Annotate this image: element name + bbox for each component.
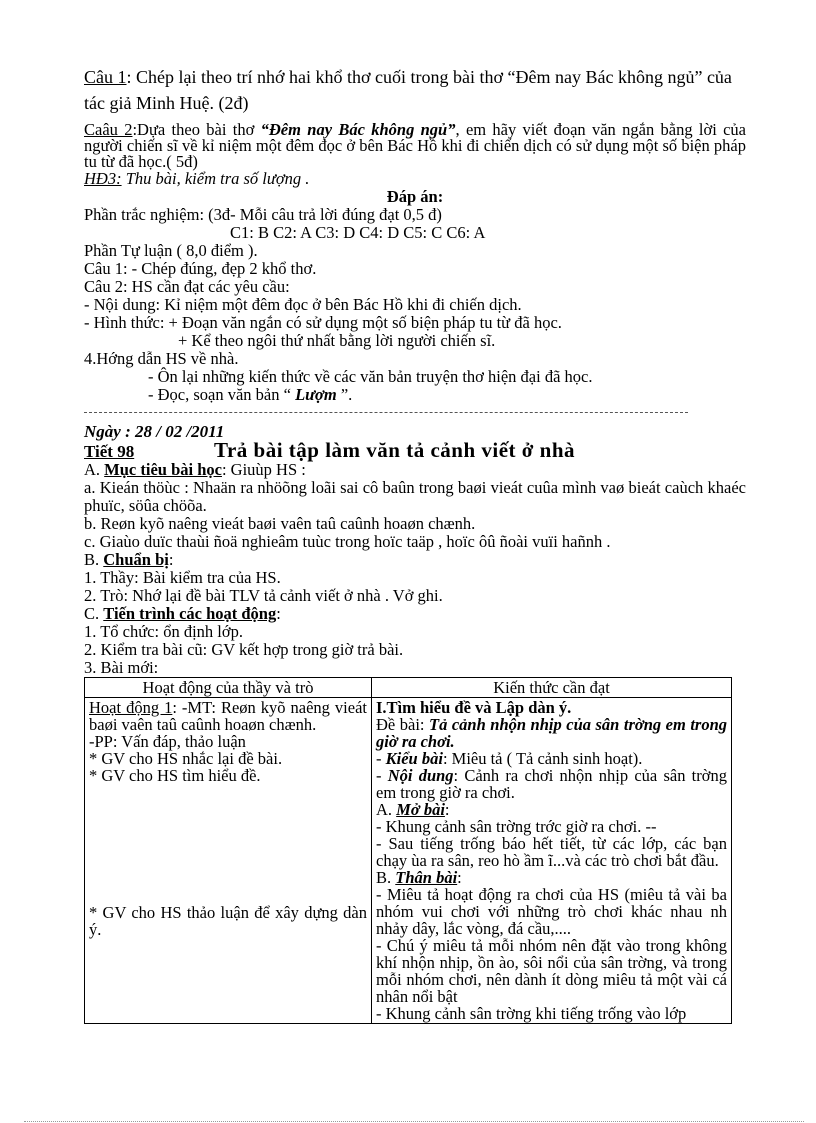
page-bottom-divider	[24, 1121, 804, 1122]
answer-form-2: + Kể theo ngôi thứ nhất bằng lời người chiến sĩ.	[178, 331, 496, 350]
essay-content: - Nội dung: Cảnh ra chơi nhộn nhịp của sân trờng em trong giờ ra chơi.	[376, 766, 727, 802]
answer-c2: Câu 2: HS cần đạt các yêu cầu:	[84, 277, 290, 296]
hd3-line	[84, 170, 746, 188]
table-header-right: Kiến thức cần đạt	[372, 678, 732, 698]
lesson-header	[84, 438, 746, 462]
question-1-text: : Chép lại theo trí nhớ hai khổ thơ cuối trong bài thơ “Đêm nay Bác không ngủ” của tác giả Minh Huệ. (2đ)	[84, 67, 732, 113]
table-row	[85, 698, 732, 1024]
body-heading: B. Thân bài:	[376, 868, 462, 887]
answer-c1: Câu 1: - Chép đúng, đẹp 2 khổ thơ.	[84, 259, 317, 278]
homework-item-1: - Ôn lại những kiến thức về các văn bản truyện thơ hiện đại đã học.	[148, 367, 593, 386]
answer-mcq: Phần trắc nghiệm: (3đ- Mỗi câu trả lời đúng đạt 0,5 đ)	[84, 205, 442, 224]
lesson-title: Trả bài tập làm văn tả cảnh viết ở nhà	[214, 438, 576, 462]
homework-item-2: - Đọc, soạn văn bản “ Lượm ”.	[148, 385, 353, 404]
method: -PP: Vấn đáp, thảo luận	[89, 732, 246, 751]
section-divider	[84, 412, 688, 413]
section-b-heading: B. Chuẩn bị:	[84, 550, 174, 569]
progress-3: 3. Bài mới:	[84, 658, 159, 677]
question-2	[84, 122, 746, 170]
progress-1: 1. Tổ chức: ổn định lớp.	[84, 622, 243, 641]
body-item-3: - Khung cảnh sân trờng khi tiếng trống vào lớp	[376, 1004, 687, 1023]
answer-title: Đáp án:	[386, 187, 444, 206]
question-1	[84, 64, 746, 116]
outline-heading: I.Tìm hiểu đề và Lập dàn ý.	[376, 698, 572, 717]
teacher-step-2: * GV cho HS tìm hiểu đề.	[89, 766, 261, 785]
teacher-step-3: * GV cho HS thảo luận để xây dựng dàn ý.	[89, 903, 367, 939]
question-2-text-a: :Dựa theo bài thơ	[132, 120, 261, 139]
table-cell-right	[372, 698, 732, 1024]
table-header-row	[85, 678, 732, 698]
prep-teacher: 1. Thầy: Bài kiểm tra của HS.	[84, 568, 281, 587]
homework-heading: 4.Hớng dẫn HS về nhà.	[84, 349, 239, 368]
hd3-label: HĐ3:	[84, 169, 122, 188]
intro-heading: A. Mở bài:	[376, 800, 450, 819]
question-2-label: Caâu 2	[84, 120, 133, 139]
intro-item-1: - Khung cảnh sân trờng trớc giờ ra chơi. --	[376, 817, 657, 836]
objective-b: b. Reøn kyõ naêng vieát baøi vaên taû caûnh hoaøn chænh.	[84, 514, 476, 533]
cell-spacer	[89, 784, 367, 904]
answer-form-1: - Hình thức: + Đoạn văn ngắn có sử dụng một số biện pháp tu từ đã học.	[84, 313, 562, 332]
essay-type: - Kiểu bài: Miêu tả ( Tả cảnh sinh hoạt).	[376, 749, 643, 768]
table-cell-left	[85, 698, 372, 1024]
objective-a: a. Kieán thöùc : Nhaän ra nhöõng loãi sai cô baûn trong baøi vieát cuûa mình vaø bieát caùch khaéc phuïc, söûa chöõa.	[84, 478, 746, 515]
question-2-poem: “Đêm nay Bác không ngủ”	[260, 120, 456, 139]
hd3-text: Thu bài, kiểm tra số lượng .	[121, 169, 310, 188]
progress-2: 2. Kiểm tra bài cũ: GV kết hợp trong giờ trả bài.	[84, 640, 404, 659]
table-header-left: Hoạt động của thầy và trò	[85, 678, 372, 698]
document-page	[84, 64, 746, 1024]
answer-keys: C1: B C2: A C3: D C4: D C5: C C6: A	[230, 223, 486, 242]
body-item-1: - Miêu tả hoạt động ra chơi của HS (miêu tả vài ba nhóm vui chơi với những trò chơi khác nhau nh nhảy dây, lắc vòng, đá cầu,....	[376, 885, 727, 938]
section-a-heading: A. Mục tiêu bài học: Giuùp HS :	[84, 460, 306, 479]
prep-student: 2. Trò: Nhớ lại đề bài TLV tả cảnh viết ở nhà . Vở ghi.	[84, 586, 443, 605]
topic: Đề bài: Tả cảnh nhộn nhịp của sân trờng em trong giờ ra chơi.	[376, 715, 728, 751]
question-2-text-b: , em hãy viết đoạn văn ngắn bằng lời của người chiến sĩ về kỉ niệm một đêm đọc ở bên Bác Hồ khi đi chiến dịch có sử dụng một số biện pháp tu từ đã học.( 5đ)	[84, 120, 747, 171]
lesson-plan-table	[84, 677, 732, 1024]
teacher-step-1: * GV cho HS nhắc lại đề bài.	[89, 749, 283, 768]
intro-item-2: - Sau tiếng trống báo hết tiết, từ các lớp, các bạn chạy ùa ra sân, reo hò ầm ĩ...và các trò chơi bắt đầu.	[376, 834, 727, 870]
lesson-number: Tiết 98	[84, 442, 135, 461]
objective-c: c. Giaùo duïc thaùi ñoä nghieâm tuùc trong hoïc taäp , hoïc ôû ñoài vuïi hañnh .	[84, 532, 611, 551]
answer-essay: Phần Tự luận ( 8,0 điểm ).	[84, 241, 258, 260]
section-c-heading: C. Tiến trình các hoạt động:	[84, 604, 281, 623]
activity-1: Hoạt động 1: -MT: Reøn kyõ naêng vieát baøi vaên taû caûnh hoaøn chænh.	[89, 698, 367, 734]
lesson-date: Ngày : 28 / 02 /2011	[84, 422, 225, 441]
body-item-2: - Chú ý miêu tả mỗi nhóm nên đặt vào trong không khí nhộn nhịp, ồn ào, sôi nổi của sân trờng, và trong mỗi nhóm chơi, nên dành ít dòng miêu tả một vài cá nhân nổi bật	[376, 936, 727, 1006]
answer-content: - Nội dung: Kỉ niệm một đêm đọc ở bên Bác Hồ khi đi chiến dịch.	[84, 295, 522, 314]
question-1-label: Câu 1	[84, 67, 127, 87]
